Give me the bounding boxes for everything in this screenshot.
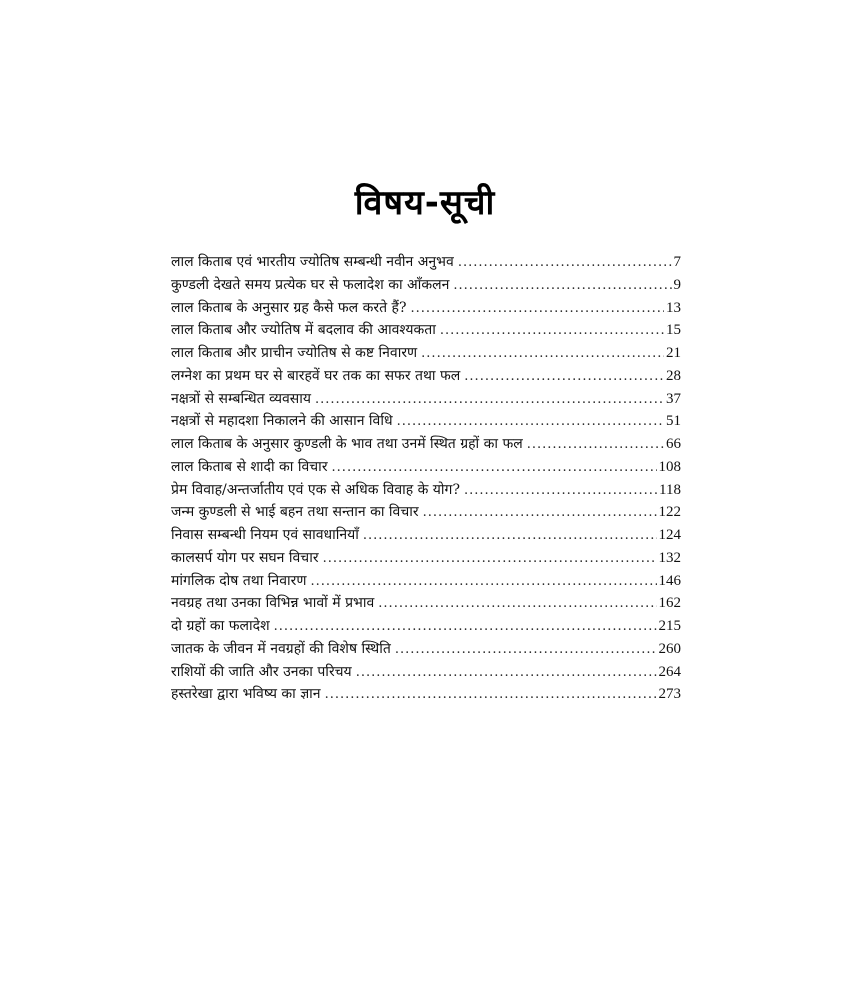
toc-entry	[171, 592, 681, 615]
toc-entry-page: 215	[658, 618, 681, 634]
toc-entry	[171, 297, 681, 320]
toc-entry-page: 37	[666, 390, 681, 407]
toc-entry-title: लग्नेश का प्रथम घर से बारहवें घर तक का सफर तथा फल	[171, 367, 461, 384]
toc-entry	[171, 274, 681, 297]
toc-entry-page: 146	[658, 572, 681, 589]
toc-entry-title: लाल किताब और ज्योतिष में बदलाव की आवश्यकता	[171, 322, 436, 339]
toc-dot-leader	[332, 457, 657, 480]
toc-entry-page: 122	[658, 504, 681, 521]
toc-entry-page: 118	[659, 481, 681, 498]
page-title: विषय-सूची	[354, 183, 496, 223]
toc-entry-page: 51	[666, 413, 681, 430]
table-of-contents	[171, 251, 681, 706]
toc-dot-leader	[410, 298, 664, 321]
toc-entry	[171, 319, 681, 342]
toc-entry-title: दो ग्रहों का फलादेश	[171, 618, 270, 634]
toc-entry	[171, 638, 681, 661]
toc-dot-leader	[421, 343, 664, 366]
toc-entry-title: लाल किताब के अनुसार कुण्डली के भाव तथा उनमें स्थित ग्रहों का फल	[171, 436, 523, 452]
toc-entry-title: नवग्रह तथा उनका विभिन्न भावों में प्रभाव	[171, 595, 375, 612]
toc-entry-title: जातक के जीवन में नवग्रहों की विशेष स्थिति	[171, 640, 391, 657]
toc-entry-title: नक्षत्रों से महादशा निकालने की आसान विधि	[171, 413, 393, 430]
toc-dot-leader	[464, 366, 664, 389]
toc-dot-leader	[423, 502, 657, 525]
toc-dot-leader	[274, 616, 657, 639]
toc-entry-title: लाल किताब एवं भारतीय ज्योतिष सम्बन्धी नवीन अनुभव	[171, 254, 454, 270]
toc-entry-page: 132	[658, 549, 681, 566]
toc-dot-leader	[325, 684, 657, 707]
toc-entry	[171, 456, 681, 479]
toc-entry	[171, 365, 681, 388]
toc-dot-leader	[395, 639, 657, 662]
toc-entry-page: 66	[666, 436, 681, 452]
toc-entry	[171, 570, 681, 593]
toc-entry-page: 108	[658, 458, 681, 475]
toc-entry-title: जन्म कुण्डली से भाई बहन तथा सन्तान का विचार	[171, 504, 419, 521]
toc-entry	[171, 501, 681, 524]
toc-entry	[171, 479, 681, 502]
toc-dot-leader	[363, 525, 657, 548]
toc-entry-page: 260	[658, 640, 681, 657]
toc-entry-title: लाल किताब से शादी का विचार	[171, 458, 328, 475]
toc-dot-leader	[310, 571, 656, 594]
toc-entry	[171, 410, 681, 433]
toc-entry	[171, 388, 681, 411]
toc-entry	[171, 615, 681, 638]
toc-dot-leader	[453, 275, 671, 298]
toc-entry-title: निवास सम्बन्धी नियम एवं सावधानियाँ	[171, 527, 359, 543]
toc-entry	[171, 342, 681, 365]
toc-entry-page: 13	[666, 299, 681, 316]
toc-entry-title: लाल किताब के अनुसार ग्रह कैसे फल करते हैं?	[171, 299, 407, 316]
toc-entry-title: कुण्डली देखते समय प्रत्येक घर से फलादेश का आँकलन	[171, 276, 450, 293]
toc-entry-page: 21	[666, 345, 681, 361]
toc-dot-leader	[323, 548, 657, 571]
toc-entry-title: राशियों की जाति और उनका परिचय	[171, 663, 352, 680]
toc-dot-leader	[315, 389, 664, 412]
toc-entry-page: 7	[673, 254, 681, 270]
toc-dot-leader	[440, 320, 664, 343]
toc-entry	[171, 251, 681, 274]
toc-entry-page: 28	[666, 367, 681, 384]
toc-entry	[171, 661, 681, 684]
toc-entry-page: 9	[673, 276, 681, 293]
toc-entry-page: 273	[658, 686, 681, 703]
toc-dot-leader	[464, 480, 657, 503]
toc-entry	[171, 433, 681, 456]
toc-dot-leader	[356, 662, 657, 685]
toc-dot-leader	[458, 252, 672, 275]
toc-entry-page: 162	[658, 595, 681, 612]
toc-entry-title: कालसर्प योग पर सघन विचार	[171, 549, 319, 566]
toc-dot-leader	[397, 411, 664, 434]
toc-entry-page: 124	[658, 527, 681, 543]
toc-dot-leader	[378, 593, 656, 616]
toc-entry	[171, 547, 681, 570]
toc-entry-title: मांगलिक दोष तथा निवारण	[171, 572, 307, 589]
toc-entry-title: नक्षत्रों से सम्बन्धित व्यवसाय	[171, 390, 311, 407]
toc-entry	[171, 683, 681, 706]
toc-entry-title: लाल किताब और प्राचीन ज्योतिष से कष्ट निवारण	[171, 345, 418, 361]
toc-entry-page: 264	[658, 663, 681, 680]
toc-dot-leader	[527, 434, 664, 457]
toc-entry	[171, 524, 681, 547]
toc-entry-title: हस्तरेखा द्वारा भविष्य का ज्ञान	[171, 686, 321, 703]
toc-entry-page: 15	[666, 322, 681, 339]
toc-entry-title: प्रेम विवाह/अन्तर्जातीय एवं एक से अधिक विवाह के योग?	[171, 481, 460, 498]
